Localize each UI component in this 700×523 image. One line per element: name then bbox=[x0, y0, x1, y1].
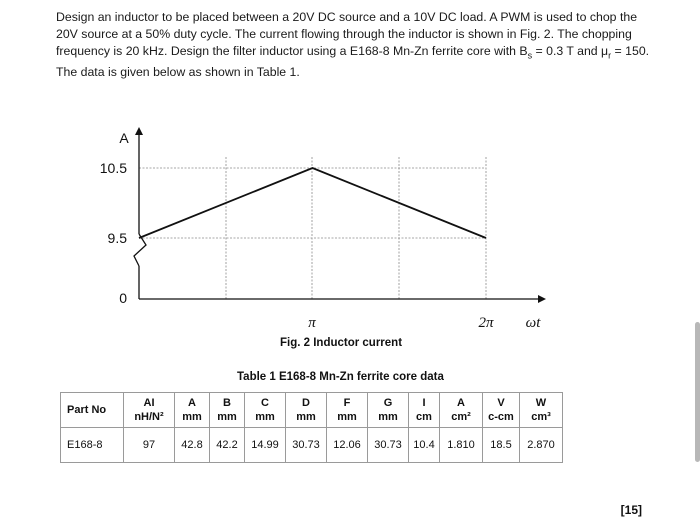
table-cell: 18.5 bbox=[483, 428, 520, 463]
header-unit: mm bbox=[182, 411, 202, 423]
table-cell: 42.2 bbox=[210, 428, 245, 463]
y-tick-label: 9.5 bbox=[107, 230, 127, 246]
x-axis-arrow bbox=[538, 295, 546, 303]
header-unit: mm bbox=[378, 411, 398, 423]
header-name: Part No bbox=[67, 404, 107, 416]
core-data-table bbox=[60, 392, 563, 463]
header-unit: nH/N² bbox=[134, 411, 164, 423]
table-cell: 12.06 bbox=[327, 428, 368, 463]
chart-grid bbox=[139, 157, 486, 299]
header-name: A bbox=[457, 397, 465, 409]
table-cell: 30.73 bbox=[368, 428, 409, 463]
header-unit: mm bbox=[255, 411, 275, 423]
y-axis-label: A bbox=[119, 130, 129, 146]
header-name: F bbox=[343, 397, 351, 409]
mu-subscript: r bbox=[608, 50, 612, 61]
header-cell bbox=[210, 393, 245, 428]
x-axis-label: ωt bbox=[525, 315, 541, 331]
header-cell bbox=[245, 393, 286, 428]
header-cell bbox=[61, 393, 124, 428]
table-row bbox=[61, 428, 563, 463]
table-cell: 10.4 bbox=[409, 428, 440, 463]
header-unit: cm bbox=[416, 411, 432, 423]
header-unit: mm bbox=[337, 411, 357, 423]
table-cell: 97 bbox=[124, 428, 175, 463]
header-name: V bbox=[497, 397, 505, 409]
header-cell bbox=[520, 393, 563, 428]
header-cell bbox=[483, 393, 520, 428]
header-name: G bbox=[383, 397, 393, 409]
header-cell bbox=[175, 393, 210, 428]
y-axis-break bbox=[134, 234, 146, 266]
marks-label: [15] bbox=[620, 503, 642, 517]
question-text-3: = 150. The data is given below as shown in Table 1. bbox=[56, 44, 650, 80]
header-unit: cm² bbox=[451, 411, 471, 423]
current-series bbox=[139, 168, 486, 238]
figure-caption: Fig. 2 Inductor current bbox=[280, 337, 403, 349]
x-tick-labels bbox=[308, 315, 494, 331]
header-name: I bbox=[422, 397, 426, 409]
header-cell bbox=[124, 393, 175, 428]
y-tick-label: 10.5 bbox=[99, 160, 127, 176]
table-cell: 42.8 bbox=[175, 428, 210, 463]
header-name: D bbox=[302, 397, 310, 409]
question-text-2: = 0.3 T and μ bbox=[532, 44, 609, 58]
header-name: AI bbox=[143, 397, 155, 409]
header-cell bbox=[327, 393, 368, 428]
x-tick-label: π bbox=[308, 315, 316, 331]
header-unit: mm bbox=[296, 411, 316, 423]
table-cell: 2.870 bbox=[520, 428, 563, 463]
x-tick-label: 2π bbox=[478, 315, 494, 331]
header-cell bbox=[409, 393, 440, 428]
header-unit: mm bbox=[217, 411, 237, 423]
table-cell: 30.73 bbox=[286, 428, 327, 463]
bs-subscript: s bbox=[527, 50, 533, 61]
header-name: A bbox=[188, 397, 196, 409]
table-cell: 1.810 bbox=[440, 428, 483, 463]
y-tick-label: 0 bbox=[119, 290, 127, 306]
table-cell: E168-8 bbox=[61, 428, 124, 463]
y-tick-labels bbox=[100, 160, 127, 306]
question-text-1: Design an inductor to be placed between a 20V DC source and a 10V DC load. A PWM is used to chop the 20V source at a 50% duty cycle. The current flowing through the inductor is shown in Fig. 2. The chopping frequency is 20 kHz. Design the filter inductor using a E168-8 Mn-Zn ferrite core with B bbox=[56, 10, 638, 58]
header-unit: cm³ bbox=[531, 411, 551, 423]
header-cell bbox=[440, 393, 483, 428]
y-axis-arrow bbox=[135, 127, 143, 135]
header-name: B bbox=[223, 397, 231, 409]
header-name: W bbox=[535, 397, 547, 409]
vertical-scrollbar[interactable] bbox=[695, 322, 700, 462]
header-name: C bbox=[261, 397, 269, 409]
header-cell bbox=[368, 393, 409, 428]
header-cell bbox=[286, 393, 327, 428]
table-caption: Table 1 E168-8 Mn-Zn ferrite core data bbox=[237, 371, 444, 383]
table-cell: 14.99 bbox=[245, 428, 286, 463]
series-line bbox=[139, 168, 486, 238]
header-unit: c-cm bbox=[488, 411, 514, 423]
table-header-row bbox=[61, 393, 563, 428]
